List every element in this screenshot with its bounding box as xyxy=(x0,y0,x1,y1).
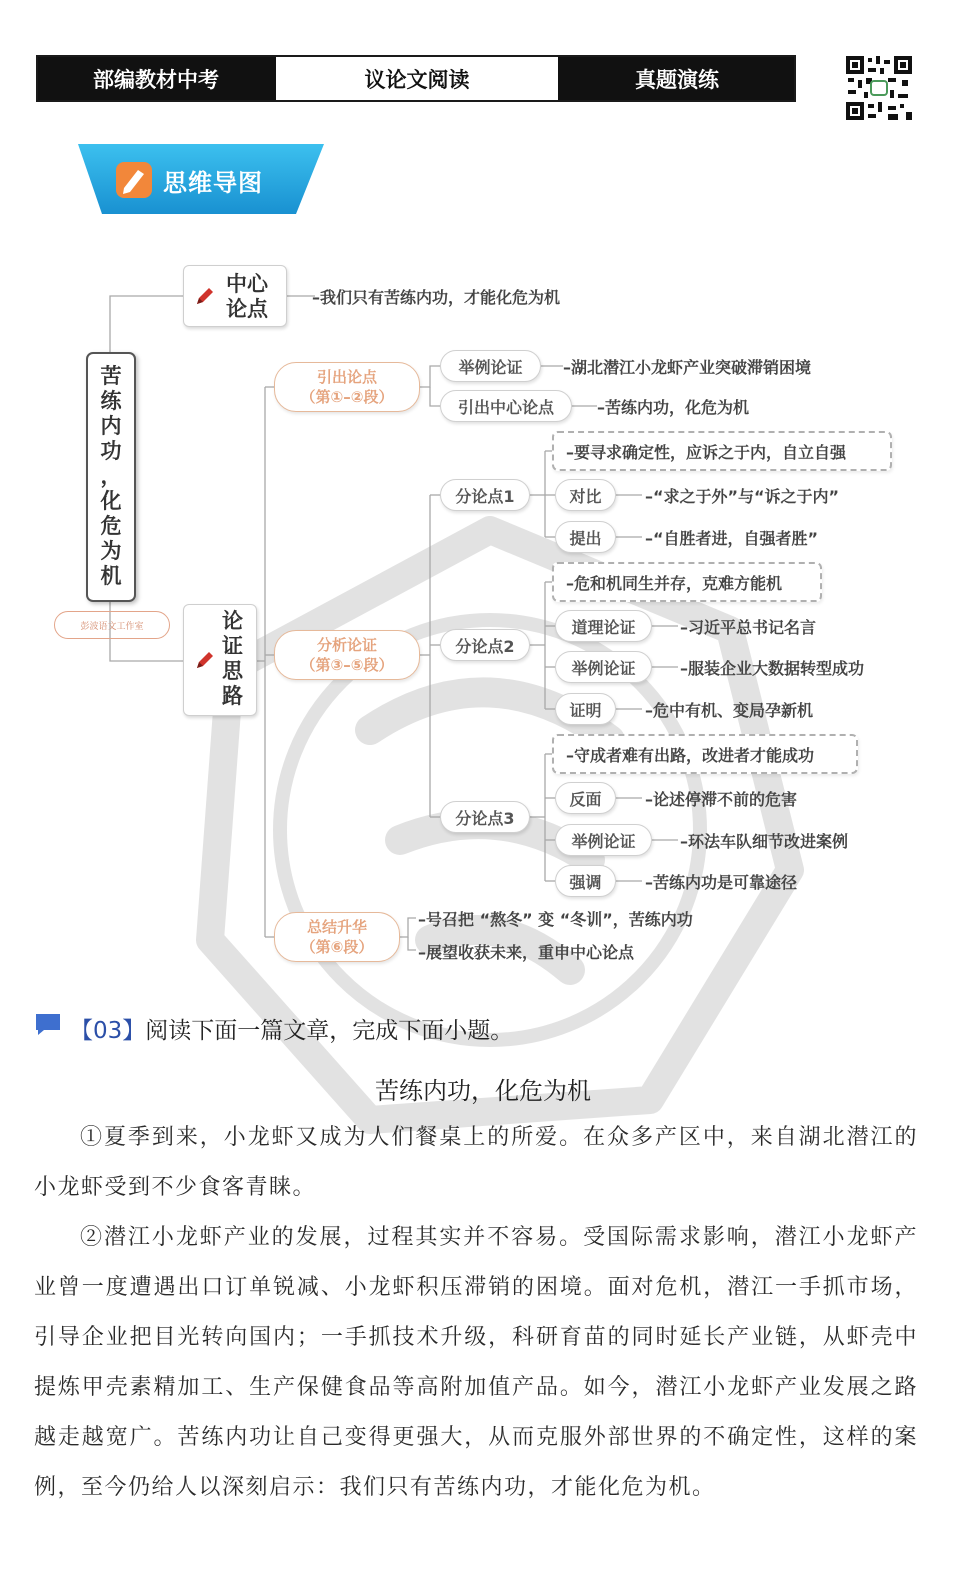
article-title: 苦练内功，化危为机 xyxy=(375,1077,591,1105)
subpoint-2-claim: –危和机同生并存，克难方能机 xyxy=(552,562,822,602)
argument-route-box xyxy=(183,604,257,716)
pen-icon xyxy=(194,285,216,307)
subpoint-3-item-label: 强调 xyxy=(555,865,616,897)
subpoint-2-item-content: –习近平总书记名言 xyxy=(680,618,817,637)
studio-stamp: 彭波语文工作室 xyxy=(54,611,170,639)
header-right-label: 真题演练 xyxy=(560,57,794,100)
banner-title: 思维导图 xyxy=(163,169,263,197)
summary-leaf: –号召把 “熬冬” 变 “冬训”，苦练内功 xyxy=(418,910,693,929)
subpoint-2-item-content: –服装企业大数据转型成功 xyxy=(680,659,865,678)
question-number: 【03】 xyxy=(70,1018,146,1044)
root-char: 练 xyxy=(100,389,122,413)
subpoint-1-item-content: –“自胜者进，自强者胜” xyxy=(645,529,819,548)
summary-leaf: –展望收获未来，重申中心论点 xyxy=(418,943,635,962)
route-char: 路 xyxy=(222,684,243,708)
subpoint-2-item-content: –危中有机、变局孕新机 xyxy=(645,701,814,720)
bookmark-icon xyxy=(34,1012,64,1036)
subpoint-1-item-content: –“求之于外”与“诉之于内” xyxy=(645,487,840,506)
section-analysis-oval xyxy=(274,630,420,680)
route-char: 论 xyxy=(222,609,243,633)
question-heading xyxy=(70,1012,513,1045)
root-char: 内 xyxy=(100,414,122,438)
subpoint-3-item-content: –苦练内功是可靠途径 xyxy=(645,873,798,892)
subpoint-3-item-label: 反面 xyxy=(555,782,616,814)
root-char: 危 xyxy=(100,514,122,538)
question-text: 阅读下面一篇文章，完成下面小题。 xyxy=(145,1018,514,1044)
subpoint-2-item-label: 证明 xyxy=(555,693,616,725)
intro-node-central: 引出中心论点 xyxy=(440,390,572,422)
root-char: 为 xyxy=(100,539,122,563)
subpoint-1-item-label: 对比 xyxy=(555,479,616,511)
header-middle-label: 议论文阅读 xyxy=(274,57,560,100)
root-char: ， xyxy=(100,464,122,488)
subpoint-3-item-content: –论述停滞不前的危害 xyxy=(645,790,798,809)
route-char: 思 xyxy=(222,659,243,683)
section-title: 引出论点 xyxy=(316,368,377,386)
root-char: 机 xyxy=(100,564,122,588)
subpoint-3-claim: –守成者难有出路，改进者才能成功 xyxy=(552,734,858,774)
subpoint-1-item-label: 提出 xyxy=(555,521,616,553)
root-char: 化 xyxy=(100,489,122,513)
section-summary-oval xyxy=(274,912,400,962)
center-label-line1: 中心 xyxy=(226,272,268,296)
subpoint-1-node: 分论点1 xyxy=(440,479,530,511)
subpoint-3-node: 分论点3 xyxy=(440,801,530,833)
mindmap-root-title xyxy=(86,352,136,602)
section-range: （第①–②段） xyxy=(300,388,394,406)
subpoint-1-claim: –要寻求确定性，应诉之于内，自立自强 xyxy=(552,431,892,471)
section-range: （第③–⑤段） xyxy=(300,656,394,674)
intro-node-example: 举例论证 xyxy=(440,350,541,382)
subpoint-2-item-label: 举例论证 xyxy=(555,651,652,683)
center-label-line2: 论点 xyxy=(226,297,268,321)
root-char: 功 xyxy=(100,439,122,463)
intro-leaf-example: –湖北潜江小龙虾产业突破滞销困境 xyxy=(563,358,812,377)
root-char: 苦 xyxy=(100,364,122,388)
center-argument-text: –我们只有苦练内功，才能化危为机 xyxy=(312,288,561,307)
subpoint-2-item-label: 道理论证 xyxy=(555,610,652,642)
section-intro-oval xyxy=(274,362,420,412)
header-left-label: 部编教材中考 xyxy=(38,57,274,100)
article-paragraph-1: ①夏季到来，小龙虾又成为人们餐桌上的所爱。在众多产区中，来自湖北潜江的小龙虾受到不少食客青睐。 xyxy=(34,1125,918,1200)
pen-icon xyxy=(194,649,216,671)
section-range: （第⑥段） xyxy=(300,938,374,956)
section-title: 总结升华 xyxy=(306,918,367,936)
center-argument-box xyxy=(183,265,287,327)
subpoint-2-node: 分论点2 xyxy=(440,629,530,661)
subpoint-3-item-content: –环法车队细节改进案例 xyxy=(680,832,849,851)
section-title: 分析论证 xyxy=(316,636,377,654)
subpoint-3-item-label: 举例论证 xyxy=(555,824,652,856)
article-paragraph-2: ②潜江小龙虾产业的发展，过程其实并不容易。受国际需求影响，潜江小龙虾产业曾一度遭遇出口订单锐减、小龙虾积压滞销的困境。面对危机，潜江一手抓市场，引导企业把目光转向国内；一手抓技术升级，科研育苗的同时延长产业链，从虾壳中提炼甲壳素精加工、生产保健食品等高附加值产品。如今，潜江小龙虾产业发展之路越走越宽广。苦练内功让自己变得更强大，从而克服外部世界的不确定性，这样的案例，至今仍给人以深刻启示：我们只有苦练内功，才能化危为机。 xyxy=(34,1225,918,1500)
route-char: 证 xyxy=(222,634,243,658)
intro-leaf-central: –苦练内功，化危为机 xyxy=(597,398,750,417)
